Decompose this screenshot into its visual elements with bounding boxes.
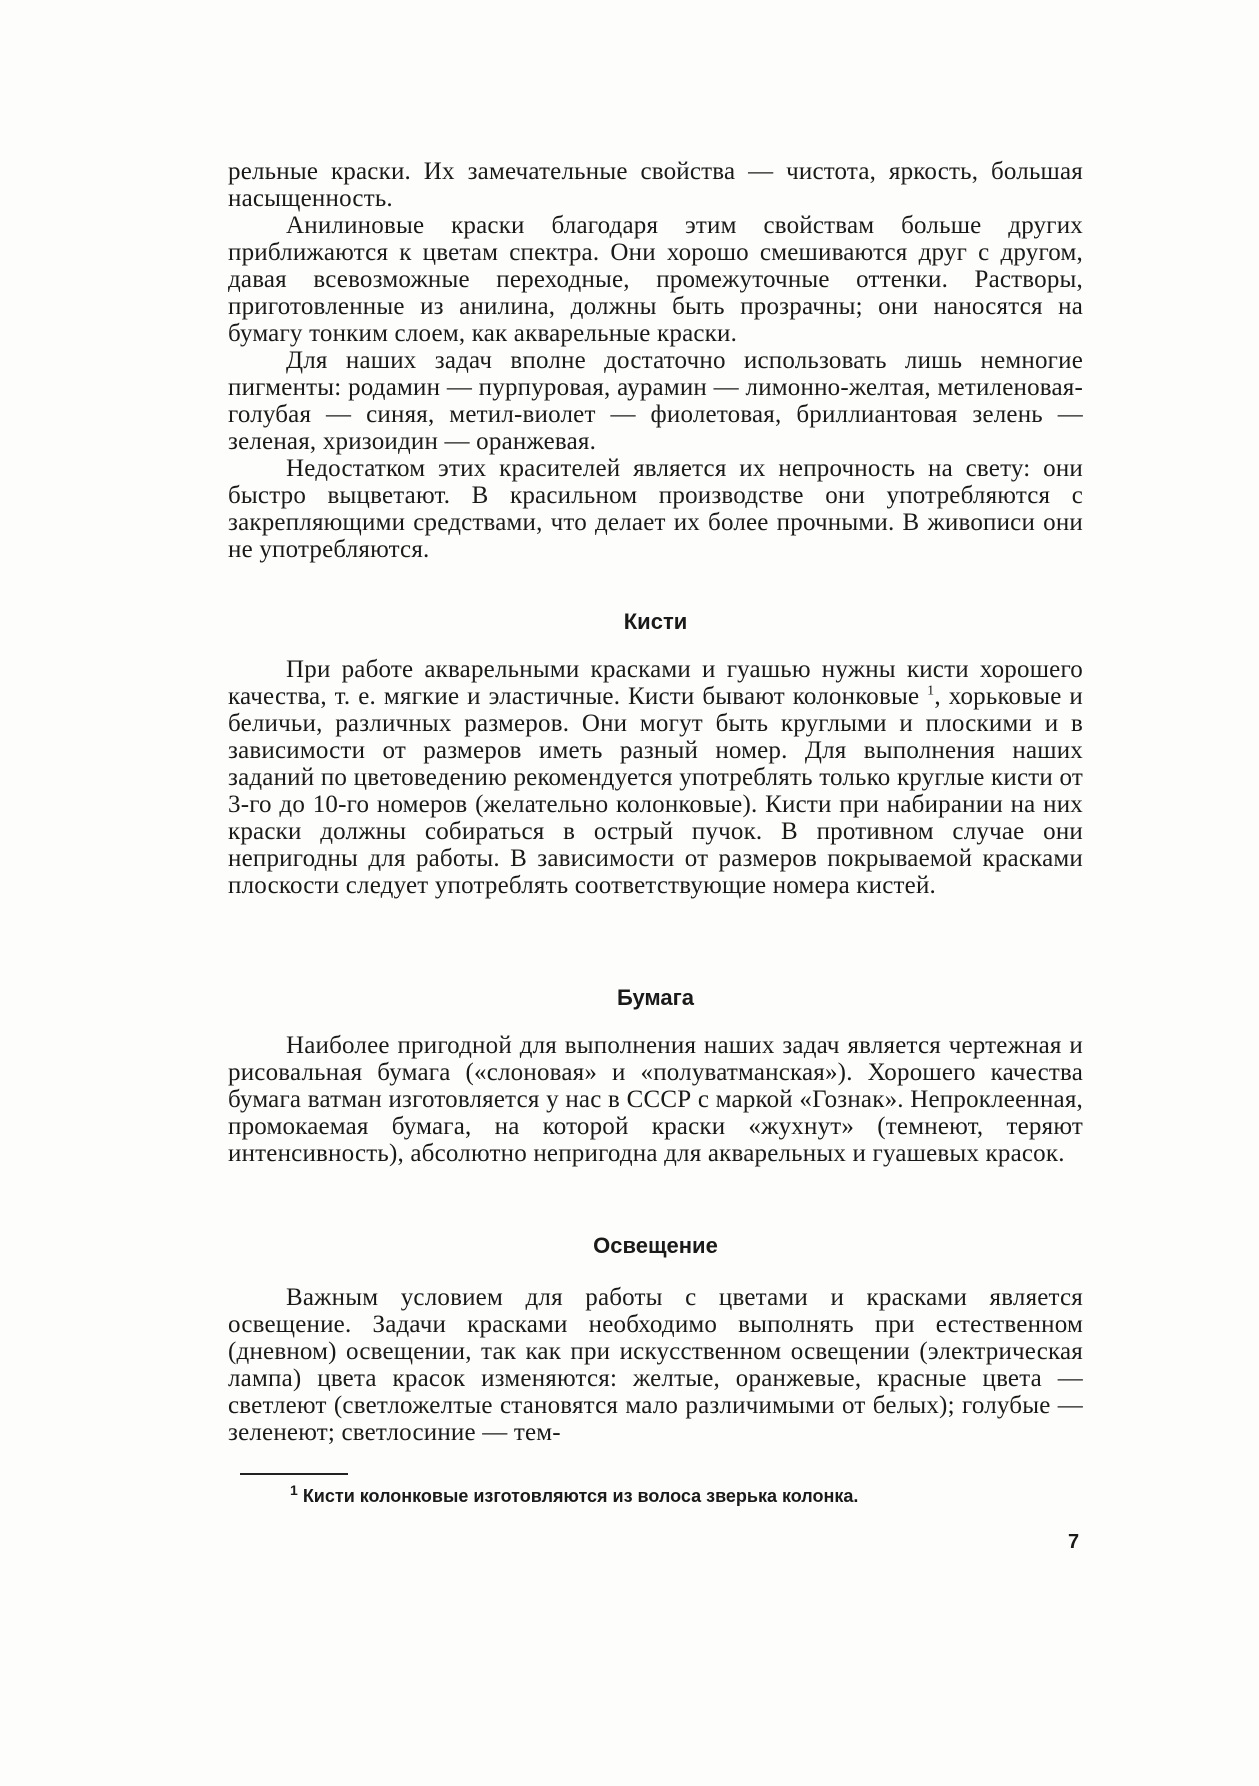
brushes-text: [228, 656, 1083, 899]
paper-text: [228, 1032, 1083, 1167]
brushes-text-rest: , хорьковые и беличьи, различных размеров. Они могут быть круглыми и плоскими и в зависимости от размеров иметь разный номер. Для выполнения наших заданий по цветоведению рекомендуется употреблять только круглые кисти от 3-го до 10-го номеров (желательно колонковые). Кисти при набирании на них краски должны собираться в острый пучок. В противном случае они непригодны для работы. В зависимости от размеров покрываемой красками плоскости следует употреблять соответствующие номера кистей.: [228, 683, 1083, 899]
footnote: [290, 1484, 1050, 1508]
paragraph-paints-properties: рельные краски. Их замечательные свойства — чистота, яркость, большая насыщенность.: [228, 158, 1083, 212]
heading-brushes: Кисти: [623, 609, 688, 634]
heading-paper: Бумага: [616, 985, 695, 1010]
paragraph-brushes: [228, 656, 1083, 899]
paragraph-dye-drawbacks: Недостатком этих красителей является их непрочность на свету: они быстро выцветают. В красильном производстве они употребляются с закрепляющими средствами, что делает их более прочными. В живописи они не употребляются.: [228, 455, 1083, 563]
brushes-text-start: При работе акварельными красками и гуашью нужны кисти хорошего качества, т. е. мягкие и эластичные. Кисти бывают колонковые: [228, 656, 1083, 710]
footnote-marker: 1: [290, 1482, 298, 1498]
lighting-text: [228, 1284, 1083, 1446]
paragraph-pigments-list: Для наших задач вполне достаточно использовать лишь немногие пигменты: родамин — пурпуровая, аурамин — лимонно-желтая, метиленовая-голубая — синяя, метил-виолет — фиолетовая, бриллиантовая зелень — зеленая, хризоидин — оранжевая.: [228, 347, 1083, 455]
footnote-text: Кисти колонковые изготовляются из волоса зверька колонка.: [302, 1486, 859, 1506]
paragraph-paper: Наиболее пригодной для выполнения наших задач является чертежная и рисовальная бумага («слоновая» и «полуватманская»). Хорошего качества бумага ватман изготовляется у нас в СССР с маркой «Гознак». Непроклеенная, промокаемая бумага, на которой краски «жухнут» (темнеют, теряют интенсивность), абсолютно непригодна для акварельных и гуашевых красок.: [228, 1032, 1083, 1167]
intro-text: [228, 158, 1083, 563]
paragraph-aniline-paints: Анилиновые краски благодаря этим свойствам больше других приближаются к цветам спектра. Они хорошо смешиваются друг с другом, давая всевозможные переходные, промежуточные оттенки. Растворы, приготовленные из анилина, должны быть прозрачны; они наносятся на бумагу тонким слоем, как акварельные краски.: [228, 212, 1083, 347]
heading-lighting: Освещение: [593, 1233, 718, 1258]
footnote-divider: [240, 1473, 348, 1475]
paragraph-lighting: Важным условием для работы с цветами и красками является освещение. Задачи красками необходимо выполнять при естественном (дневном) освещении, так как при искусственном освещении (электрическая лампа) цвета красок изменяются: желтые, оранжевые, красные цвета — светлеют (светложелтые становятся мало различимыми от белых); голубые — зеленеют; светлосиние — тем-: [228, 1284, 1083, 1446]
footnote-reference: 1: [927, 683, 935, 699]
page-number: 7: [1068, 1531, 1080, 1553]
